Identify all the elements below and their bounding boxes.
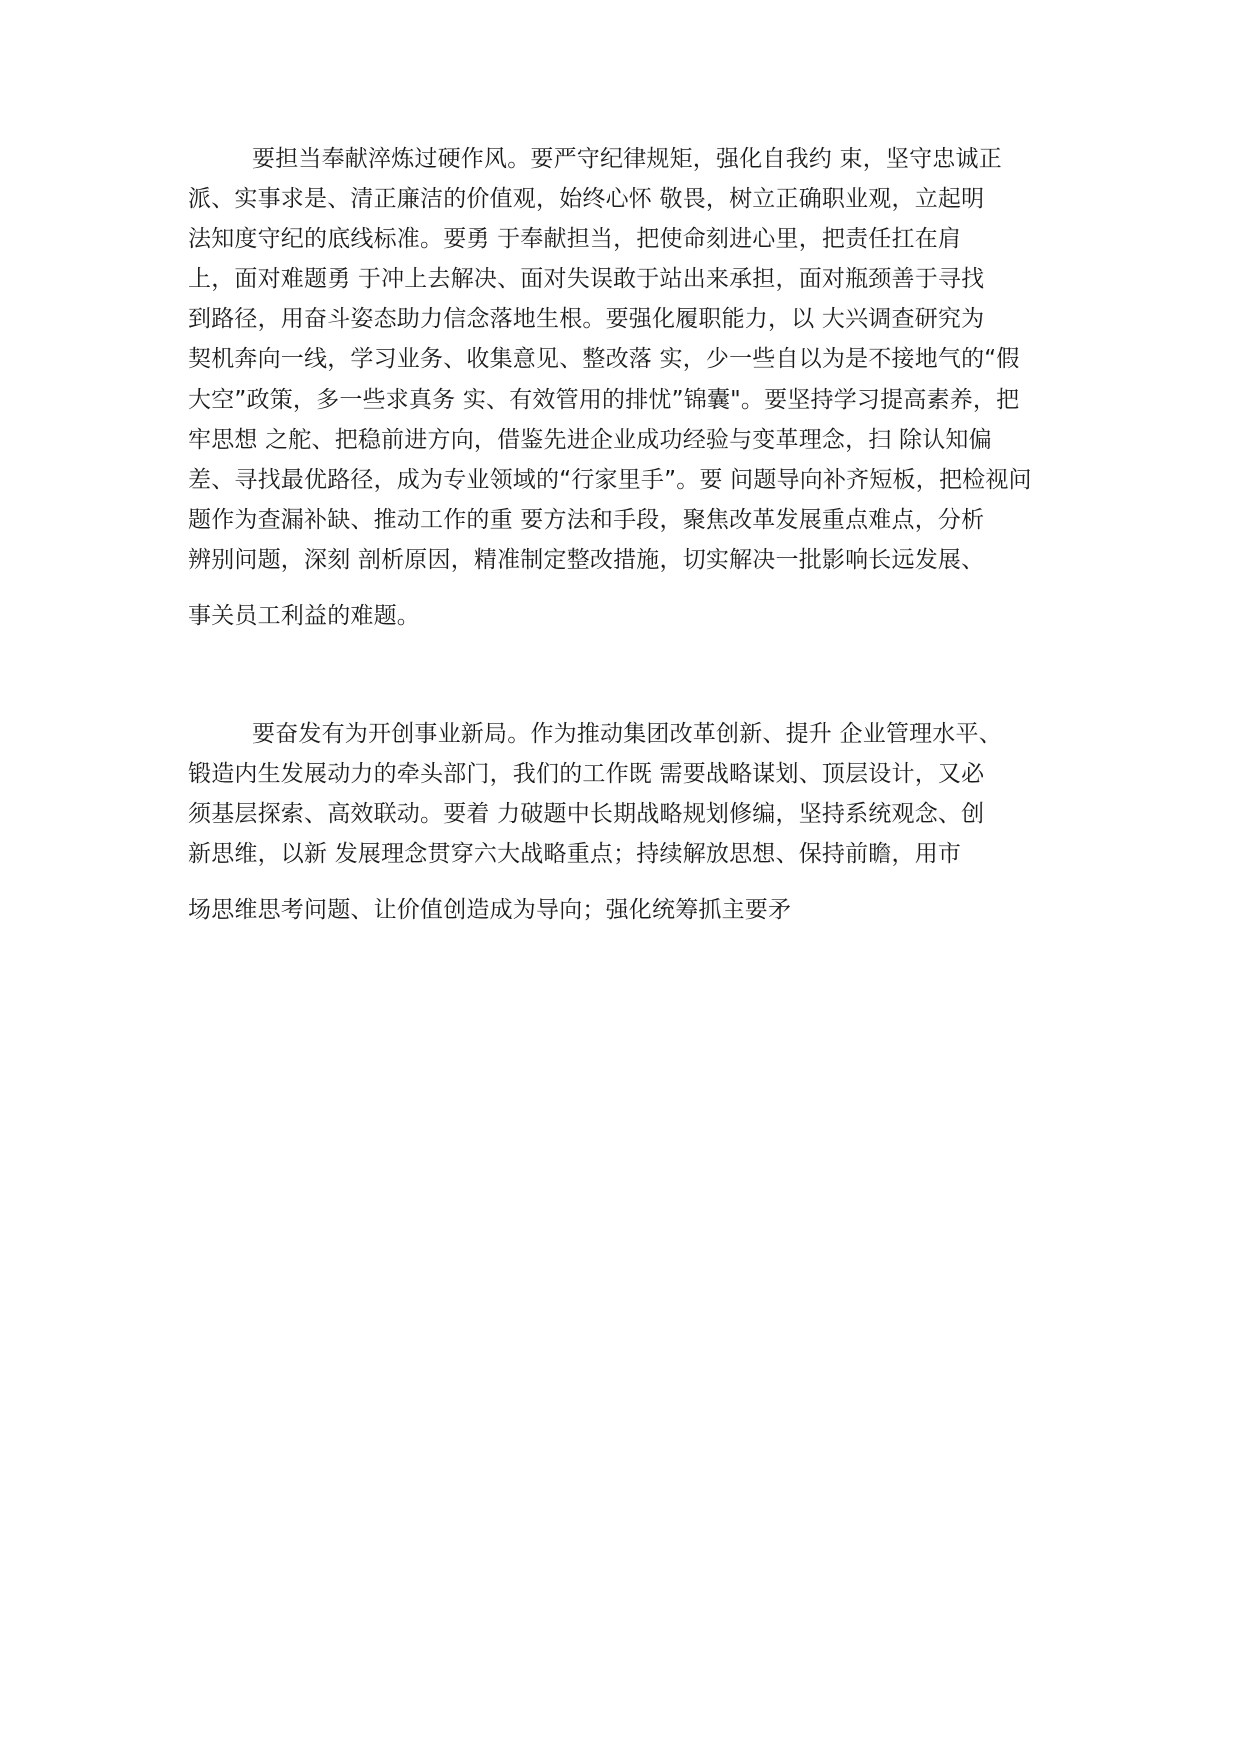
paragraph-line: 辨别问题，深刻 剖析原因，精准制定整改措施，切实解决一批影响长远发展、 [188, 547, 985, 573]
paragraph-line: 要奋发有为开创事业新局。作为推动集团改革创新、提升 企业管理水平、 [252, 721, 1002, 747]
paragraph-line: 上，面对难题勇 于冲上去解决、面对失误敢于站出来承担，面对瓶颈善于寻找 [188, 266, 985, 292]
paragraph-line: 场思维思考问题、让价值创造成为导向；强化统筹抓主要矛 [188, 897, 792, 923]
paragraph-line: 法知度守纪的底线标准。要勇 于奉献担当，把使命刻进心里，把责任扛在肩 [188, 226, 962, 252]
paragraph-line: 锻造内生发展动力的牵头部门，我们的工作既 需要战略谋划、顶层设计，又必 [188, 761, 985, 787]
paragraph-line: 差、寻找最优路径，成为专业领域的“行家里手”。要 问题导向补齐短板，把检视问 [188, 467, 1032, 493]
paragraph-line: 牢思想 之舵、把稳前进方向，借鉴先进企业成功经验与变革理念，扫 除认知偏 [188, 427, 992, 453]
paragraph-line: 事关员工利益的难题。 [188, 603, 420, 629]
paragraph-line: 题作为查漏补缺、推动工作的重 要方法和手段，聚焦改革发展重点难点，分析 [188, 507, 985, 533]
paragraph-line: 到路径，用奋斗姿态助力信念落地生根。要强化履职能力，以 大兴调查研究为 [188, 306, 985, 332]
paragraph-line: 大空”政策，多一些求真务 实、有效管用的排忧”锦囊"。要坚持学习提高素养，把 [188, 387, 1020, 413]
paragraph-line: 须基层探索、高效联动。要着 力破题中长期战略规划修编，坚持系统观念、创 [188, 801, 985, 827]
paragraph-line: 契机奔向一线，学习业务、收集意见、整改落 实，少一些自以为是不接地气的“假 [188, 346, 1020, 372]
paragraph-line: 派、实事求是、清正廉洁的价值观，始终心怀 敬畏，树立正确职业观，立起明 [188, 186, 985, 212]
paragraph-line: 新思维，以新 发展理念贯穿六大战略重点；持续解放思想、保持前瞻，用市 [188, 841, 962, 867]
paragraph-line: 要担当奉献淬炼过硬作风。要严守纪律规矩，强化自我约 束，坚守忠诚正 [252, 146, 1002, 172]
